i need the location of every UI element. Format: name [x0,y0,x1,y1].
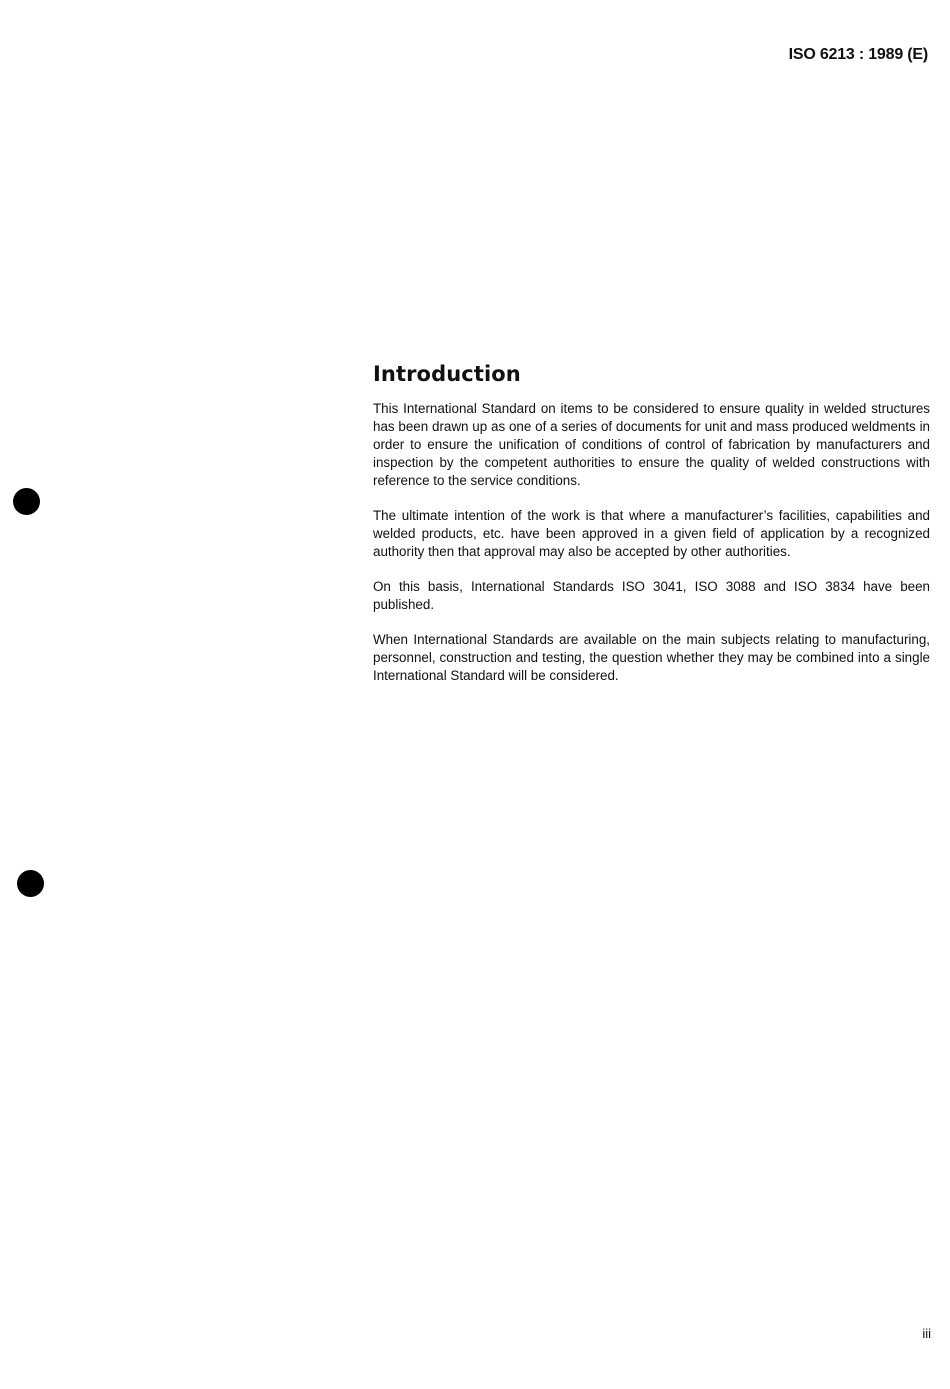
paragraph-2: The ultimate intention of the work is that where a manufacturer’s facilities, capabilities and welded products, etc. have been approved in a given field of application by a recognized authority then that approval may also be accepted by other authorities. [373,508,930,559]
paragraph-1: This International Standard on items to be considered to ensure quality in welded structures has been drawn up as one of a series of documents for unit and mass produced weldments in order to ensure the unification of conditions of control of fabrication by manufacturers and inspection by the competent authorities to ensure the quality of welded constructions with reference to the service conditions. [373,401,930,488]
punch-hole-bottom [17,870,44,897]
section-title: Introduction [373,362,521,386]
document-designation: ISO 6213 : 1989 (E) [788,46,928,63]
punch-hole-top [13,488,40,515]
introduction-section [373,362,930,702]
paragraph-4: When International Standards are available on the main subjects relating to manufacturing, personnel, construction and testing, the question whether they may be combined into a single International Standard will be considered. [373,632,930,683]
paragraph-3: On this basis, International Standards ISO 3041, ISO 3088 and ISO 3834 have been published. [373,579,930,612]
page-number: iii [922,1326,931,1341]
